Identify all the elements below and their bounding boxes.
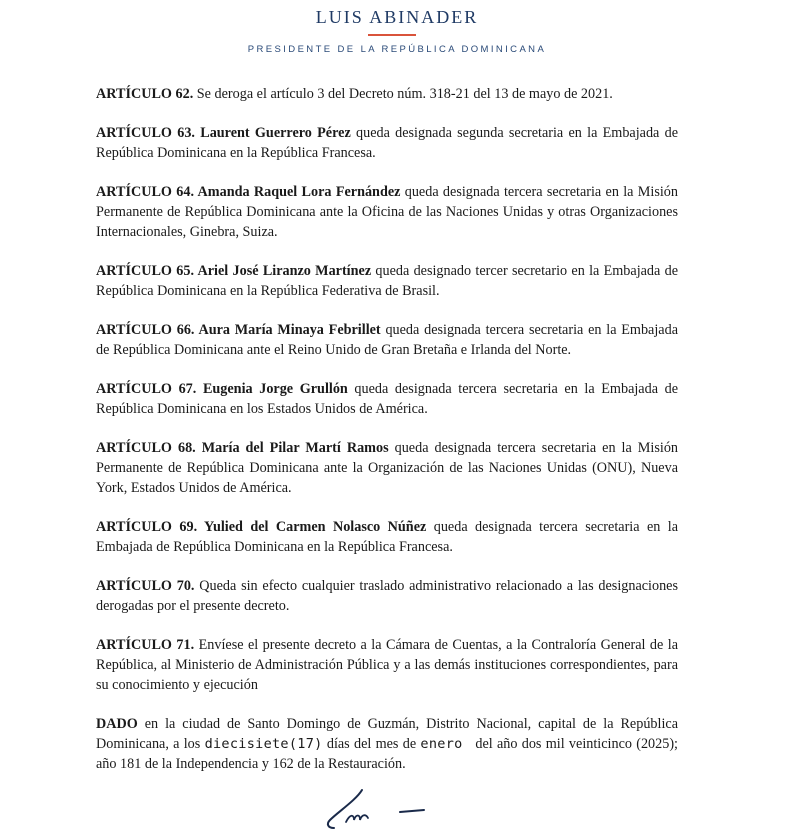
article-heading: ARTÍCULO 68. [96,440,196,456]
article-heading: ARTÍCULO 63. [96,125,195,141]
article-heading: ARTÍCULO 65. [96,263,194,279]
article-subject: María del Pilar Martí Ramos [195,440,389,456]
closing-paragraph [96,714,682,774]
article-70 [96,576,678,616]
decree-body [96,84,682,793]
closing-day: diecisiete(17) [204,736,323,752]
article-68 [96,438,678,498]
article-text: queda designada tercera secretaria en la Embajada de República Dominicana en la República Francesa. [96,519,679,555]
signature [300,772,460,840]
closing-text: del año dos mil veinticinco (2025); año 181 de la Independencia y 162 de la Restauración. [96,736,682,772]
article-heading: ARTÍCULO 62. [96,86,194,102]
article-heading: ARTÍCULO 66. [96,322,195,338]
article-heading: ARTÍCULO 67. [96,381,197,397]
article-subject: Amanda Raquel Lora Fernández [194,184,401,200]
article-69 [96,517,678,557]
closing-label: DADO [96,716,138,732]
article-text: queda designada tercera secretaria en la Embajada de República Dominicana en los Estados Unidos de América. [96,381,678,417]
article-65 [96,261,678,301]
article-63 [96,123,678,163]
letterhead-divider [368,34,416,36]
article-text: queda designada tercera secretaria en la Misión Permanente de República Dominicana ante la Oficina de las Naciones Unidas y otras Organizaciones Internacionales, Ginebra, Suiza. [96,184,678,240]
article-text: Envíese el presente decreto a la Cámara de Cuentas, a la Contraloría General de la República, al Ministerio de Administración Pública y a las demás instituciones correspondientes, para su conocimiento y ejecución [96,637,678,693]
article-subject: Yulied del Carmen Nolasco Núñez [197,519,427,535]
article-subject: Ariel José Liranzo Martínez [194,263,372,279]
article-text: queda designada tercera secretaria en la Misión Permanente de República Dominicana ante la Organización de las Naciones Unidas (ONU), Nueva York, Estados Unidos de América. [96,440,679,496]
article-heading: ARTÍCULO 64. [96,184,195,200]
letterhead-name: LUIS ABINADER [315,7,479,27]
article-subject: Laurent Guerrero Pérez [194,125,351,141]
closing-text: en la ciudad de Santo Domingo de Guzmán, Distrito Nacional, capital de la República Dominicana, a los [96,716,678,752]
article-text: Queda sin efecto cualquier traslado administrativo relacionado a las designaciones derogadas por el presente decreto. [96,578,678,614]
article-67 [96,379,678,419]
article-text: queda designada segunda secretaria en la Embajada de República Dominicana en la República Francesa. [96,125,678,161]
article-text: queda designada tercera secretaria en la Embajada de República Dominicana ante el Reino Unido de Gran Bretaña e Irlanda del Norte. [96,322,678,358]
article-subject: Aura María Minaya Febrillet [194,322,381,338]
article-71 [96,635,678,695]
article-66 [96,320,678,360]
article-text: queda designado tercer secretario en la Embajada de República Dominicana en la República Federativa de Brasil. [96,263,679,299]
letterhead-title: PRESIDENTE DE LA REPÚBLICA DOMINICANA [247,44,547,55]
letterhead [0,0,794,70]
article-subject: Eugenia Jorge Grullón [196,381,348,397]
article-heading: ARTÍCULO 70. [96,578,195,594]
article-heading: ARTÍCULO 69. [96,519,198,535]
closing-text: días del mes de [322,736,421,752]
article-heading: ARTÍCULO 71. [96,637,195,653]
article-text: Se deroga el artículo 3 del Decreto núm. 318-21 del 13 de mayo de 2021. [193,86,613,102]
article-64 [96,182,678,242]
closing-month: enero [420,736,463,752]
article-62 [96,84,678,104]
